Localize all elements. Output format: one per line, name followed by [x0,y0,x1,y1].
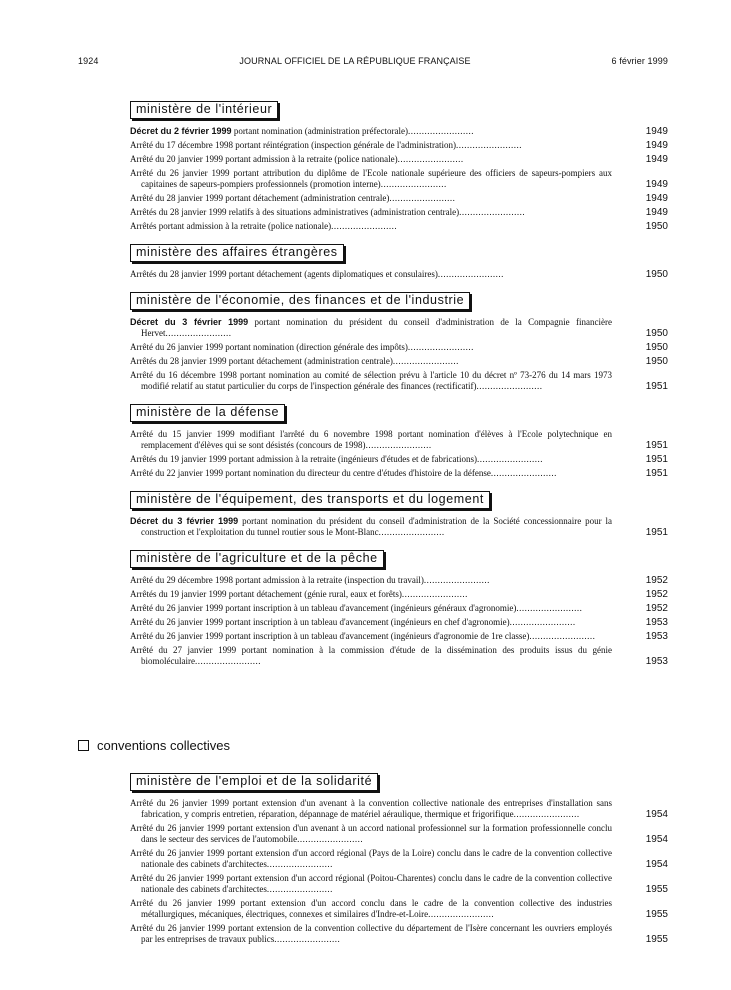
entry-text [130,617,612,628]
summary-entry [130,154,668,165]
entry-description: portant nomination (administration préfectorale) [231,126,409,136]
entry-text [130,342,612,353]
summary-entry [130,126,668,137]
summary-entry [130,645,668,667]
entry-page-number: 1955 [645,884,668,895]
ministry-heading: ministère de l'économie, des finances et de l'industrie [130,292,470,310]
entry-description: Arrêtés du 28 janvier 1999 portant détachement (administration centrale) [130,356,393,366]
leader-dots: ........................ [297,834,364,844]
entry-description: Arrêté du 26 janvier 1999 portant extension d'un avenant à la convention collective nationale des entreprises d'installation sans fabrication, y compris entretien, réparation, dépannage de matériel aéraulique, thermique et frigorifique [130,798,612,819]
entry-text [130,589,612,600]
entry-page-number: 1952 [645,603,668,614]
leader-dots: ........................ [459,207,526,217]
entry-text [130,317,612,339]
entry-description: Arrêté du 26 janvier 1999 portant extension de la convention collective du département de l'Isère concernant les ouvriers employés par les entreprises de travaux publics [130,923,612,944]
summary-entry [130,207,668,218]
leader-dots: ........................ [509,617,576,627]
entry-description: Arrêté du 26 janvier 1999 portant inscription à un tableau d'avancement (ingénieurs d'agronomie de 1re classe) [130,631,530,641]
summary-entry [130,221,668,232]
summary-entry [130,140,668,151]
leader-dots: ........................ [266,859,333,869]
entry-page-number: 1954 [645,834,668,845]
entry-text [130,923,612,945]
journal-title: JOURNAL OFFICIEL DE LA RÉPUBLIQUE FRANÇAISE [239,56,471,66]
ministry-section [130,403,668,479]
entry-page-number: 1949 [645,179,668,190]
entry-description: Arrêté du 27 janvier 1999 portant nomination à la commission d'étude de la dissémination des produits issus du génie biomoléculaire [130,645,612,666]
conventions-title: conventions collectives [97,738,230,753]
summary-entry [130,193,668,204]
entry-page-number: 1955 [645,934,668,945]
entry-description: Arrêté du 26 janvier 1999 portant extension d'un avenant à un accord national professionnel sur la formation professionnelle conclu dans le secteur des services de l'automobile [130,823,612,844]
entry-description: Arrêté du 22 janvier 1999 portant nomination du directeur du centre d'études d'histoire de la défense [130,468,491,478]
entry-description: portant nomination du président du conseil d'administration de la Compagnie financière Hervet [141,317,613,338]
page-header [78,56,668,66]
summary-entry [130,603,668,614]
summary-entry [130,575,668,586]
entry-text [130,154,612,165]
entry-text [130,798,612,820]
entry-description: Arrêtés du 19 janvier 1999 portant détachement (génie rural, eaux et forêts) [130,589,402,599]
entry-description: Arrêtés du 28 janvier 1999 portant détachement (agents diplomatiques et consulaires) [130,269,438,279]
leader-dots: ........................ [490,468,557,478]
entry-page-number: 1954 [645,859,668,870]
entry-description: Arrêté du 29 décembre 1998 portant admission à la retraite (inspection du travail) [130,575,424,585]
leader-dots: ........................ [408,126,475,136]
entry-page-number: 1951 [645,468,668,479]
entry-text [130,221,612,232]
entry-text [130,823,612,845]
summary-entry [130,468,668,479]
entry-page-number: 1951 [645,454,668,465]
ministry-section [130,291,668,392]
entry-page-number: 1954 [645,809,668,820]
entry-description: Arrêté du 15 janvier 1999 modifiant l'arrêté du 6 novembre 1998 portant nomination d'élèves à l'Ecole polytechnique en remplacement d'élèves qui se sont désistés (concours de 1998) [130,429,612,450]
entry-description: Arrêté du 16 décembre 1998 portant nomination au comité de sélection prévu à l'article 10 du décret nº 73-276 du 14 mars 1973 modifié relatif au statut particulier du corps de l'inspection générale des finances (rectificatif) [130,370,612,391]
entry-page-number: 1955 [645,909,668,920]
leader-dots: ........................ [266,884,333,894]
entry-description: Arrêtés portant admission à la retraite (police nationale) [130,221,332,231]
leader-dots: ........................ [397,154,464,164]
leader-dots: ........................ [476,381,543,391]
leader-dots: ........................ [529,631,596,641]
entry-page-number: 1953 [645,617,668,628]
entry-text [130,269,612,280]
entry-page-number: 1952 [645,575,668,586]
entry-text [130,370,612,392]
leader-dots: ........................ [274,934,341,944]
ministry-heading: ministère de l'agriculture et de la pêche [130,550,384,568]
leader-dots: ........................ [428,909,495,919]
leader-dots: ........................ [407,342,474,352]
entry-description: Arrêté du 26 janvier 1999 portant attribution du diplôme de l'Ecole nationale supérieure des officiers de sapeurs-pompiers aux capitaines de sapeurs-pompiers professionnels (promotion interne) [130,168,612,189]
summary-main [130,100,668,678]
entry-text [130,140,612,151]
entry-description: Arrêtés du 19 janvier 1999 portant admission à la retraite (ingénieurs d'études et de fabrications) [130,454,478,464]
entry-bold-title: Décret du 3 février 1999 [130,516,239,526]
ministry-section [130,490,668,538]
ministry-heading: ministère de l'emploi et de la solidarité [130,773,378,791]
entry-page-number: 1952 [645,589,668,600]
summary-entry [130,923,668,945]
entry-page-number: 1949 [645,193,668,204]
entry-page-number: 1949 [645,126,668,137]
entry-description: Arrêté du 26 janvier 1999 portant extension d'un accord régional (Poitou-Charentes) conclu dans le cadre de la convention collective nationale des cabinets d'architectes [130,873,612,894]
entry-page-number: 1950 [645,356,668,367]
leader-dots: ........................ [365,440,432,450]
leader-dots: ........................ [165,328,232,338]
summary-entry [130,848,668,870]
summary-entry [130,342,668,353]
entry-text [130,516,612,538]
summary-entry [130,370,668,392]
entry-description: Arrêté du 26 janvier 1999 portant extension d'un accord conclu dans le cadre de la convention collective des industries métallurgiques, mécaniques, électriques, connexes et similaires d'Indre-et-Loire [130,898,612,919]
summary-entry [130,429,668,451]
summary-entry [130,823,668,845]
summary-entry [130,317,668,339]
ministry-heading: ministère des affaires étrangères [130,244,344,262]
entry-text [130,429,612,451]
entry-page-number: 1950 [645,342,668,353]
entry-text [130,356,612,367]
entry-text [130,454,612,465]
entry-text [130,631,612,642]
summary-entry [130,873,668,895]
ministry-heading: ministère de l'intérieur [130,101,278,119]
entry-description: Arrêté du 20 janvier 1999 portant admission à la retraite (police nationale) [130,154,398,164]
summary-entry [130,798,668,820]
entry-description: Arrêté du 26 janvier 1999 portant extension d'un accord régional (Pays de la Loire) conclu dans le cadre de la convention collective nationale des cabinets d'architectes [130,848,612,869]
leader-dots: ........................ [392,356,459,366]
entry-description: Arrêté du 28 janvier 1999 portant détachement (administration centrale) [130,193,390,203]
entry-description: Arrêtés du 28 janvier 1999 relatifs à des situations administratives (administration centrale) [130,207,460,217]
entry-text [130,468,612,479]
entry-description: Arrêté du 17 décembre 1998 portant réintégration (inspection générale de l'administration) [130,140,457,150]
ministry-section [130,100,668,232]
entry-page-number: 1950 [645,221,668,232]
leader-dots: ........................ [401,589,468,599]
leader-dots: ........................ [437,269,504,279]
entry-text [130,873,612,895]
entry-text [130,603,612,614]
entry-text [130,168,612,190]
summary-conventions [130,772,668,956]
ministry-heading: ministère de la défense [130,404,285,422]
entry-text [130,898,612,920]
entry-page-number: 1951 [645,381,668,392]
ministry-section [130,772,668,945]
entry-page-number: 1949 [645,207,668,218]
entry-page-number: 1953 [645,656,668,667]
page-number: 1924 [78,56,99,66]
ministry-section [130,549,668,667]
conventions-heading [78,738,230,753]
leader-dots: ........................ [389,193,456,203]
entry-bold-title: Décret du 2 février 1999 [130,126,232,136]
entry-bold-title: Décret du 3 février 1999 [130,317,249,327]
leader-dots: ........................ [516,603,583,613]
entry-page-number: 1949 [645,140,668,151]
entry-page-number: 1951 [645,440,668,451]
leader-dots: ........................ [477,454,544,464]
leader-dots: ........................ [423,575,490,585]
leader-dots: ........................ [194,656,261,666]
entry-text [130,207,612,218]
leader-dots: ........................ [380,179,447,189]
entry-description: Arrêté du 26 janvier 1999 portant nomination (direction générale des impôts) [130,342,408,352]
leader-dots: ........................ [378,527,445,537]
summary-entry [130,516,668,538]
summary-entry [130,617,668,628]
entry-description: Arrêté du 26 janvier 1999 portant inscription à un tableau d'avancement (ingénieurs en chef d'agronomie) [130,617,510,627]
entry-page-number: 1949 [645,154,668,165]
ministry-section [130,243,668,280]
entry-description: Arrêté du 26 janvier 1999 portant inscription à un tableau d'avancement (ingénieurs généraux d'agronomie) [130,603,517,613]
checkbox-icon [78,740,89,751]
summary-entry [130,631,668,642]
leader-dots: ........................ [456,140,523,150]
entry-page-number: 1951 [645,527,668,538]
leader-dots: ........................ [513,809,580,819]
entry-page-number: 1953 [645,631,668,642]
entry-description: portant nomination du président du conseil d'administration de la Société concessionnaire pour la construction et l'exploitation du tunnel routier sous le Mont-Blanc [141,516,612,537]
ministry-heading: ministère de l'équipement, des transports et du logement [130,491,490,509]
summary-entry [130,898,668,920]
entry-page-number: 1950 [645,328,668,339]
summary-entry [130,269,668,280]
summary-entry [130,589,668,600]
summary-entry [130,168,668,190]
leader-dots: ........................ [331,221,398,231]
issue-date: 6 février 1999 [611,56,668,66]
entry-text [130,645,612,667]
entry-text [130,575,612,586]
entry-text [130,126,612,137]
entry-text [130,848,612,870]
summary-entry [130,356,668,367]
summary-entry [130,454,668,465]
entry-page-number: 1950 [645,269,668,280]
entry-text [130,193,612,204]
